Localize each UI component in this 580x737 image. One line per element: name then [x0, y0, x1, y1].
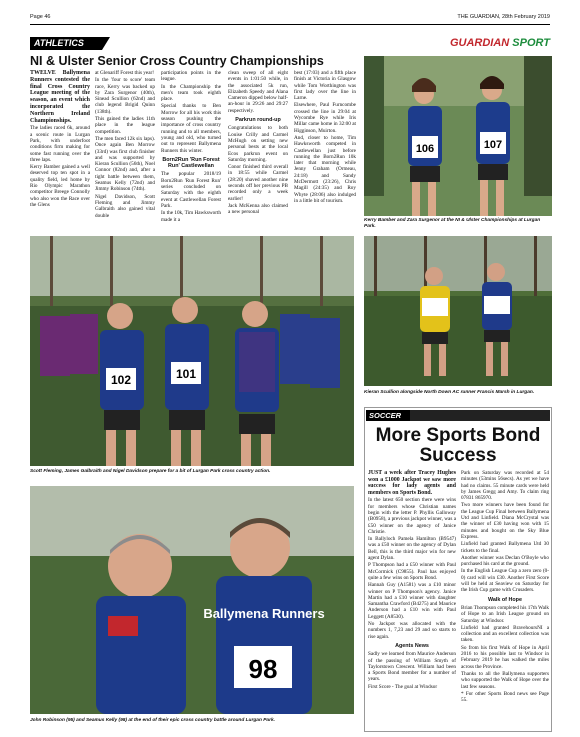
paragraph: Linfield had granted BravehoursNI a collection and an excellent collection was taken. [461, 624, 549, 644]
paragraph: The popular 2018/19 Born2Run 'Run Forest Run' series concluded on Saturday with the eighth event at Castlewellan Forest Park. [161, 171, 221, 209]
paragraph: Hannah Guy (A1581) was a £10 minor winner on P Thompson's agency. Janice Martin had a £10 winner with daughter Samantha Crawford (B4275) and Maurice Anderson had a £10 win with Paul Leggett (A8530). [368, 582, 456, 620]
article-column-1 [30, 70, 90, 209]
paragraph: In the 'four to score' team race, Kerry was backed up by Zara Surgenor (40th), Sinead Scullion (62nd) and club legend Brigid Quinn (138th). [95, 77, 155, 115]
article-column-3 [161, 70, 221, 224]
bib-2: 107 [483, 139, 503, 151]
section-tag-soccer: SOCCER [366, 410, 410, 421]
article-headline: NI & Ulster Senior Cross Country Championships [30, 54, 324, 68]
paragraph: Special thanks to Ben Morrow for all his work this season pushing the importance of cross country running and to all members, young and old, who turned out to represent Ballymena Runners this winter. [161, 103, 221, 154]
bib-3: 102 [110, 373, 132, 387]
paragraph: P Thompson had a £50 winner with Paul McCormick (C9855). Paul has enjoyed quite a few wins on Sports Bond. [368, 562, 456, 581]
caption-robinson-kelly: John Robinson (95) and Seamus Kelly (98) at the end of their epic cross country battle around Lurgan Park. [30, 718, 275, 723]
paragraph: This gained the ladies 11th place in the league competition. [95, 116, 155, 135]
paragraph: Thanks to all the Ballymena supporters who supported the Walk of Hope over the last few seasons. [461, 670, 549, 690]
paragraph: So from his first Walk of Hope in April 2016 to his possible last to Windsor in February 2019 he has walked the miles across the Province. [461, 644, 549, 670]
caption-men-group: Scott Fleming, James Galbraith and Nigel Davidson prepare for a bit of Lurgan Park cross country action. [30, 469, 271, 474]
paragraph: First Score - The goal at Windsor [368, 683, 438, 690]
brand-sport: SPORT [512, 37, 550, 49]
article-column-5 [294, 70, 356, 205]
soccer-column-1 [368, 470, 456, 691]
paragraph: In the Championship the men's team took eighth place. [161, 83, 221, 103]
paragraph: Kerry Bamber gained a well deserved top ten spot in a quality field, led home by Rio Olympic Marathon competitor Breege Connolly who also won the Race over the Glens [30, 164, 90, 208]
paragraph: In the 10k, Tim Hawksworth made it a [161, 210, 221, 223]
photo-men-group [30, 236, 354, 466]
caption-kieran: Kieran Scullion alongside North Down AC runner Francis Marsh in Lurgan. [364, 390, 535, 395]
paragraph: The men faced 12k six laps). Once again Ben Morrow (33rd) was first club finisher and was supported by Kieran Scullion (56th), Noel Connor (82nd) and, after a tight battle between them, Seamus Kelly (72nd) and Jimmy Robinson (74th). [95, 135, 155, 193]
paragraph: participation points in the league. [161, 70, 221, 83]
photo-ladies-runners [364, 56, 552, 216]
paragraph: * For other Sports Bond news see Page 55. [461, 690, 549, 704]
section-tag-athletics: ATHLETICS [30, 37, 102, 50]
paragraph: In the latest 650 section there were wins for members whose Christian names begin with the letter P. Phyllis Galloway (B0958), a previous jackpot winner, was a £50 winner on the agency of Janice Christie. [368, 497, 456, 535]
paragraph: Brian Thompson completed his 17th Walk of Hope to an Irish League ground on Saturday at Windsor. [461, 604, 549, 624]
paragraph: The ladies raced 6k, around a scenic route in Lurgan Park, with underfoot conditions firm making for some fast running over the three laps. [30, 125, 90, 163]
guardian-sport-logo [450, 37, 550, 49]
caption-ladies: Kerry Bamber and Zara Surgenor at the NI & Ulster Championships at Lurgan Park. [364, 218, 541, 229]
paragraph: No Jackpot was allocated with the numbers 1, 7,23 and 29 and so starts to rise again. [368, 621, 456, 640]
subheading: Born2Run 'Run Forest Run' Castlewellan [162, 156, 220, 170]
paragraph: Linfield had granted Ballymena Utd 30 tickets to the final. [461, 541, 549, 554]
subheading: Agents News [395, 642, 429, 649]
paragraph: Another winner was Declan O'Boyle who purchased his card at the ground. [461, 554, 549, 568]
paragraph: Two more winners have been found for the League Cup Final between Ballymena Utd and Linfield. Diana McCrystal was the winner of £30 having won with 15 minutes and bought on the Sky Blue Express. [461, 502, 549, 540]
paper-dateline: THE GUARDIAN, 28th February 2019 [457, 14, 550, 20]
page-number: Page 46 [30, 14, 51, 20]
photo-kieran-scullion [364, 236, 552, 386]
subheading: Parkrun round-up [235, 117, 281, 124]
paragraph: Jack McKenna also claimed a new personal [228, 202, 288, 216]
bib-1: 106 [415, 143, 435, 155]
brand-guardian: GUARDIAN [449, 37, 510, 49]
paragraph: Nigel Davidson, Scott Fleming and Jimmy Galbraith also gained vital double [95, 193, 155, 219]
paragraph: JUST a week after Tracey Hughes won a £1000 Jackpot we saw more success for lady agents and members on Sports Bond. [368, 470, 456, 496]
article-column-4 [228, 70, 288, 217]
bib-4: 101 [175, 367, 197, 381]
paragraph: Congratulations to both Louise Crilly and Carmel McHugh on setting new personal bests at the local Ecos parkrun event on Saturday morning. [228, 125, 288, 163]
soccer-column-2 [461, 470, 549, 704]
paragraph: Conor finished third overall in 18:55 while Carmel (28:20) shaved another nine seconds off her previous PB recorded only a week earlier! [228, 164, 288, 202]
paragraph: best (17:03) and a fifth place finish at Victoria in Glasgow while Tom Worthington was first lady over the line in Larne. [294, 70, 356, 102]
paragraph: clean sweep of all eight events in 1:01:50 while, in the associated 5k run, Elizabeth Speedy and Alana Cameron dipped below half-an-hour in 29:26 and 29:27 respectively. [228, 70, 288, 114]
paragraph: Park on Saturday was recorded at 54 minutes (53mins 56secs). As yet we have had no claims. 55 minute cards were held by James Gregg and Amy. To claim ring 07831 865970. [461, 470, 549, 502]
page-header [30, 14, 550, 24]
paragraph: TWELVE Ballymena Runners contested the final Cross Country League meeting of the season, an event which incorporated the Northern Ireland Championships. [30, 70, 90, 124]
paragraph: Sadly we learned from Maurice Anderson of the passing of William Smyth of Taylorstown Crescent. William had been a Sports Bond member for a number of years. [368, 651, 456, 683]
paragraph: And, closer to home, Tim Hawksworth competed in Castlewellan just before running the Born2Run 10k later that morning while Jenny Graham (Ormeau, 24:18) and Sandy McDermott (23:26), Chris Magill (24:35) and Roy Whyte (28:06) also indulged in a little bit of tourism. [294, 134, 356, 204]
paragraph: Elsewhere, Paul Furncombe crossed the line in 29:04 at Wycombe Rye while Iris Millar came home in 32:00 at Higginson, Muirton. [294, 102, 356, 134]
header-rule [30, 24, 550, 25]
photo-robinson-kelly [30, 486, 354, 714]
shirt-text: Ballymena Runners [203, 606, 325, 621]
paragraph: at Glenariff Forest this year! [95, 70, 154, 76]
paragraph: In Ballyloch Pamela Hamilton (B9547) was a £50 winner on the agency of Dylan Bell, this is the third major win for new agent Dylan. [368, 536, 456, 562]
soccer-headline: More Sports Bond Success [375, 425, 541, 466]
paragraph: In the English League Cup a zero zero (0-0) card will win £30. Another First Score will be held at Seaview on Saturday for the Irish Cup game with Crusaders. [461, 568, 549, 594]
subheading: Walk of Hope [488, 596, 522, 603]
article-column-2 [95, 70, 155, 220]
bib-5: 98 [248, 654, 278, 684]
